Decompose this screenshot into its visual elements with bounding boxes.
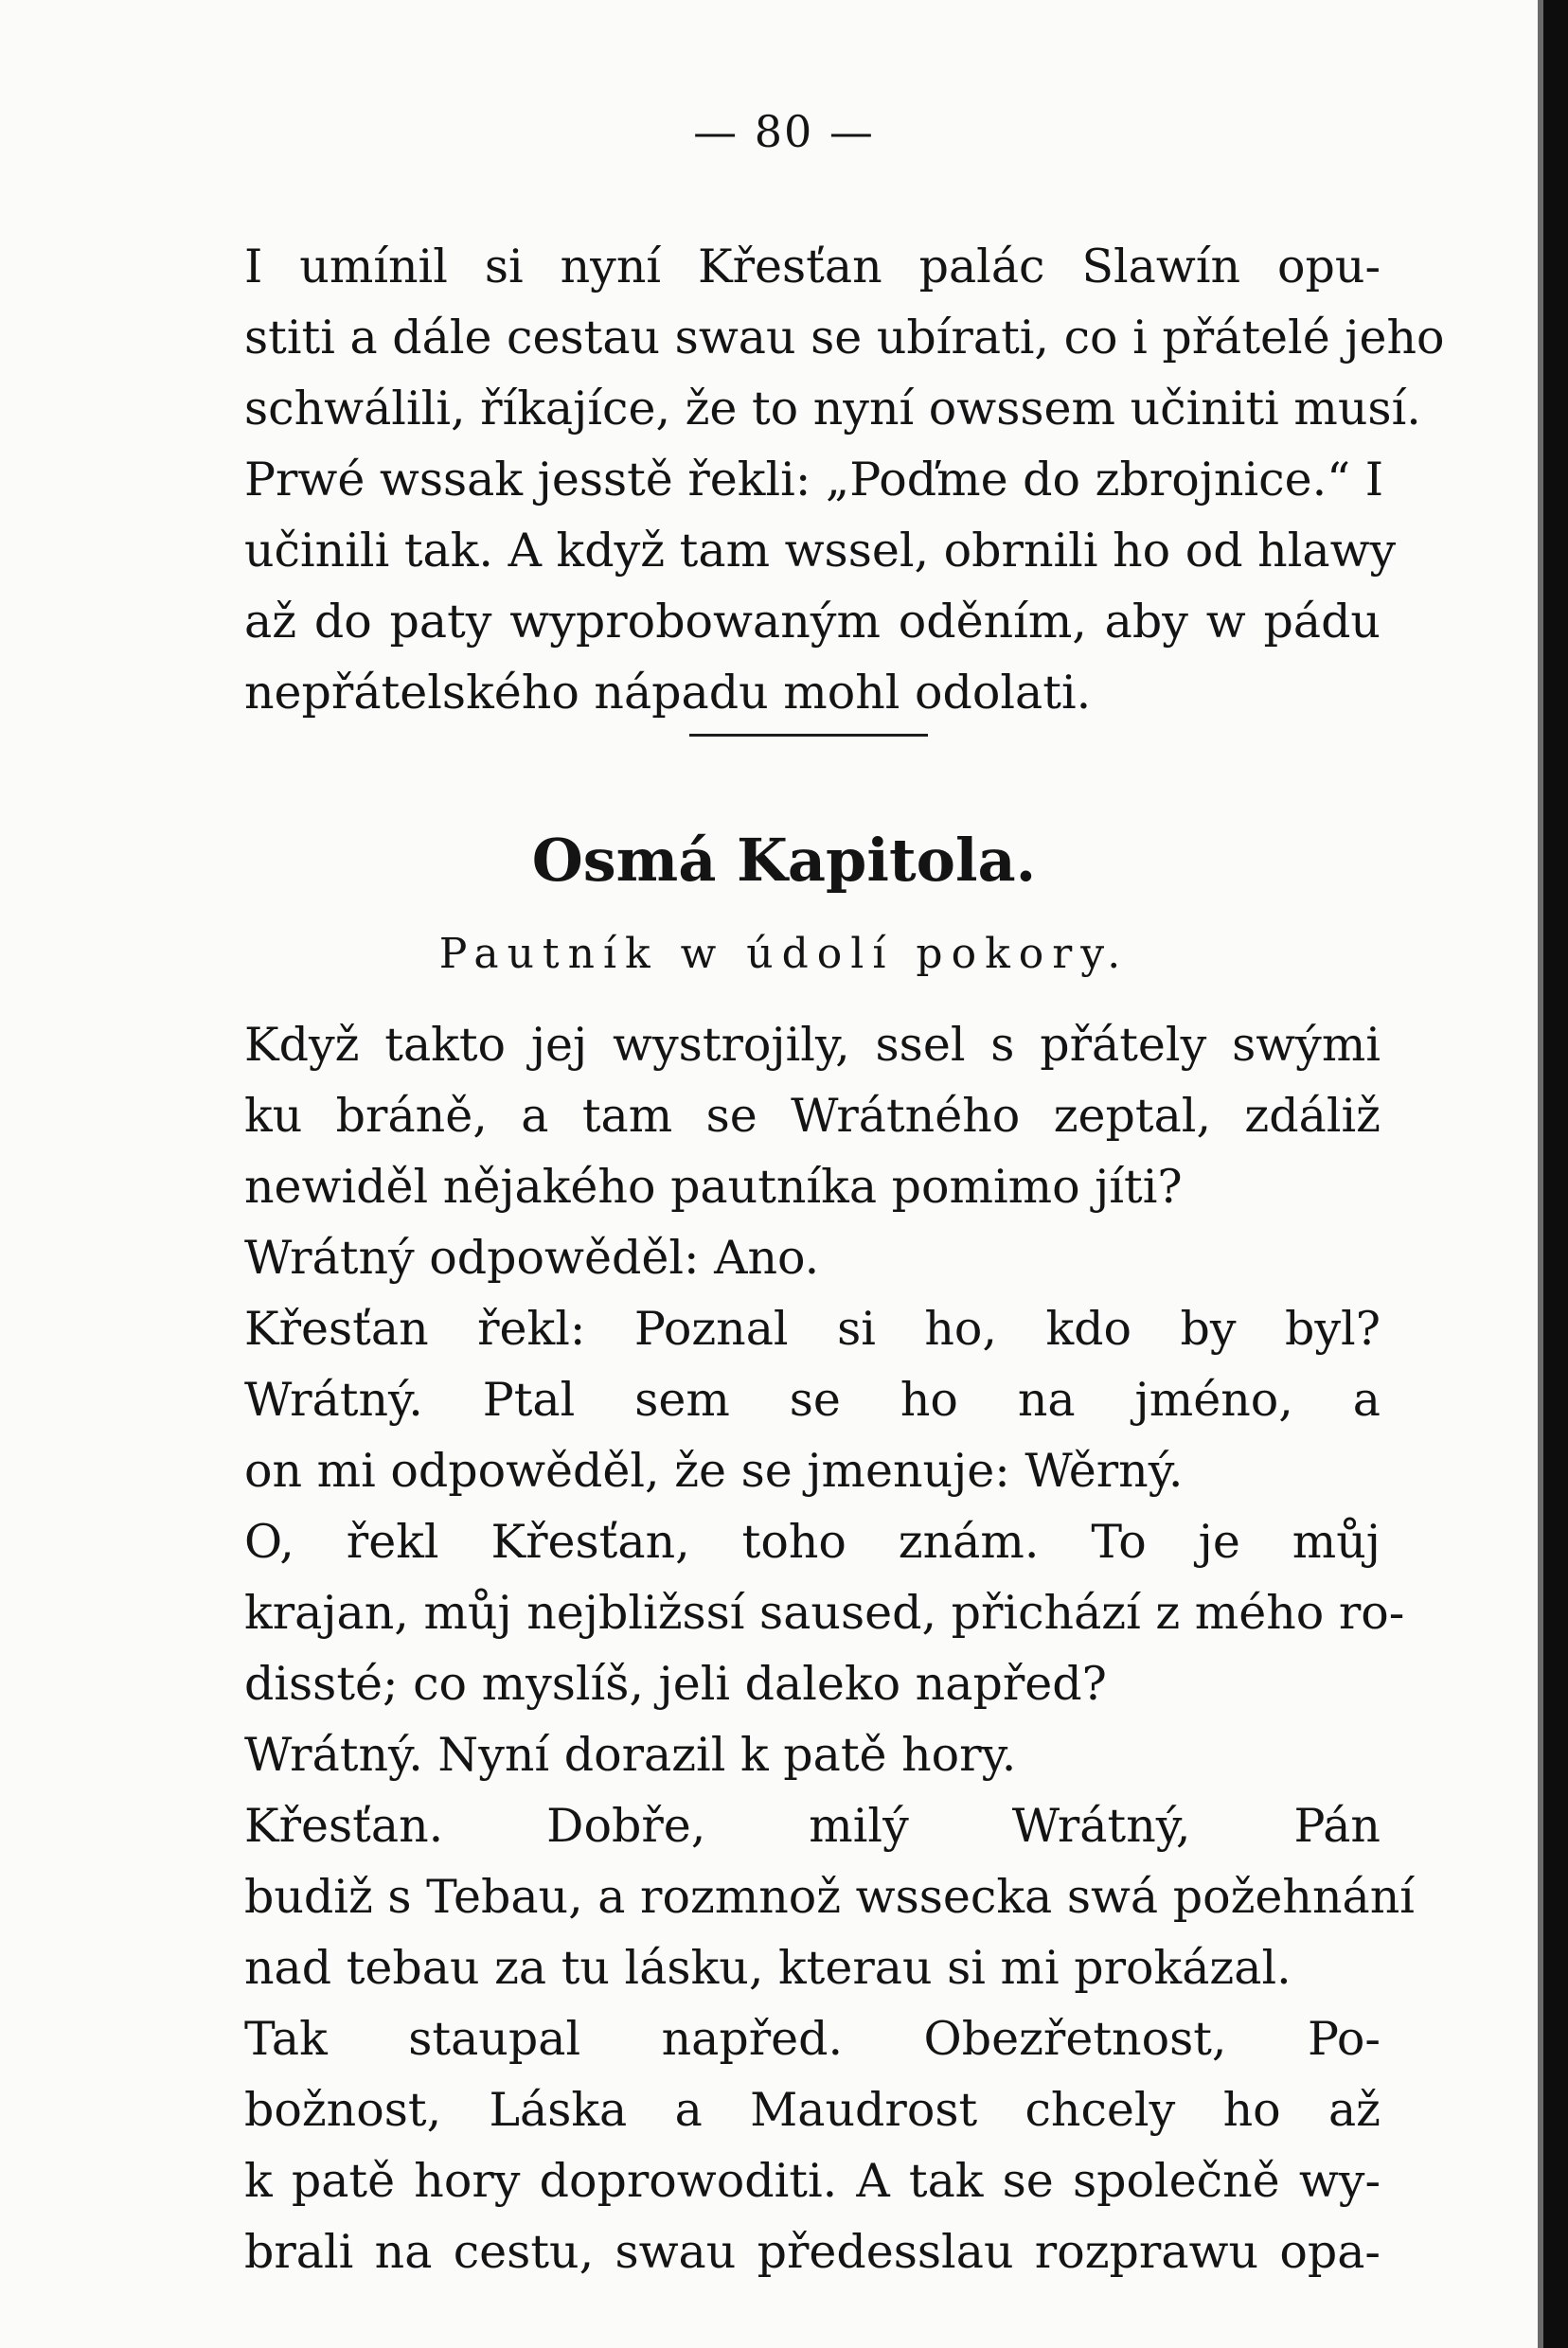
text-line: O, řekl Křesťan, toho znám. To je můj (244, 1515, 1381, 1569)
text-line: Wrátný. Ptal sem se ho na jméno, a (244, 1373, 1381, 1427)
text-line: budiž s Tebau, a rozmnož wssecka swá požehnání (244, 1870, 1415, 1924)
text-line: Křesťan řekl: Poznal si ho, kdo by byl? (244, 1302, 1381, 1356)
text-line: učinili tak. A když tam wssel, obrnili ho od hlawy (244, 524, 1397, 578)
text-line: nepřátelského nápadu mohl odolati. (244, 666, 1092, 720)
text-line: newiděl nějakého pautníka pomimo jíti? (244, 1160, 1183, 1214)
text-line: Wrátný odpowěděl: Ano. (244, 1231, 820, 1285)
text-line: schwálili, říkajíce, že to nyní owssem učiniti musí. (244, 382, 1421, 436)
text-line: ku bráně, a tam se Wrátného zeptal, zdáliž (244, 1089, 1381, 1143)
text-line: Wrátný. Nyní dorazil k patě hory. (244, 1728, 1017, 1782)
text-line: Křesťan. Dobře, milý Wrátný, Pán (244, 1799, 1381, 1853)
text-line: I umínil si nyní Křesťan palác Slawín opu- (244, 240, 1381, 294)
text-line: on mi odpowěděl, že se jmenuje: Wěrný. (244, 1444, 1184, 1498)
page-edge (1543, 0, 1568, 2348)
paragraph-2 (244, 1009, 1415, 2287)
text-line: Tak staupal napřed. Obezřetnost, Po- (244, 2012, 1381, 2066)
section-divider (689, 734, 928, 737)
text-line: Když takto jej wystrojily, ssel s přátely swými (244, 1018, 1381, 1072)
page-number: — 80 — (693, 106, 875, 157)
paragraph-1 (244, 231, 1445, 728)
text-line: brali na cestu, swau předesslau rozprawu opa- (244, 2225, 1381, 2279)
text-line: stiti a dále cestau swau se ubírati, co i přátelé jeho (244, 311, 1445, 365)
text-line: až do paty wyprobowaným oděním, aby w pádu (244, 595, 1381, 649)
chapter-subtitle: Pautník w údolí pokory. (438, 930, 1130, 978)
text-line: Prwé wssak jesstě řekli: „Poďme do zbrojnice.“ I (244, 453, 1384, 507)
text-line: k patě hory doprowoditi. A tak se společně wy- (244, 2154, 1381, 2208)
chapter-title: Osmá Kapitola. (531, 826, 1037, 895)
text-line: krajan, můj nejbližssí saused, přichází z mého ro- (244, 1586, 1405, 1640)
text-line: nad tebau za tu lásku, kterau si mi prokázal. (244, 1941, 1292, 1995)
text-line: božnost, Láska a Maudrost chcely ho až (244, 2083, 1381, 2137)
text-line: dissté; co myslíš, jeli daleko napřed? (244, 1657, 1107, 1711)
